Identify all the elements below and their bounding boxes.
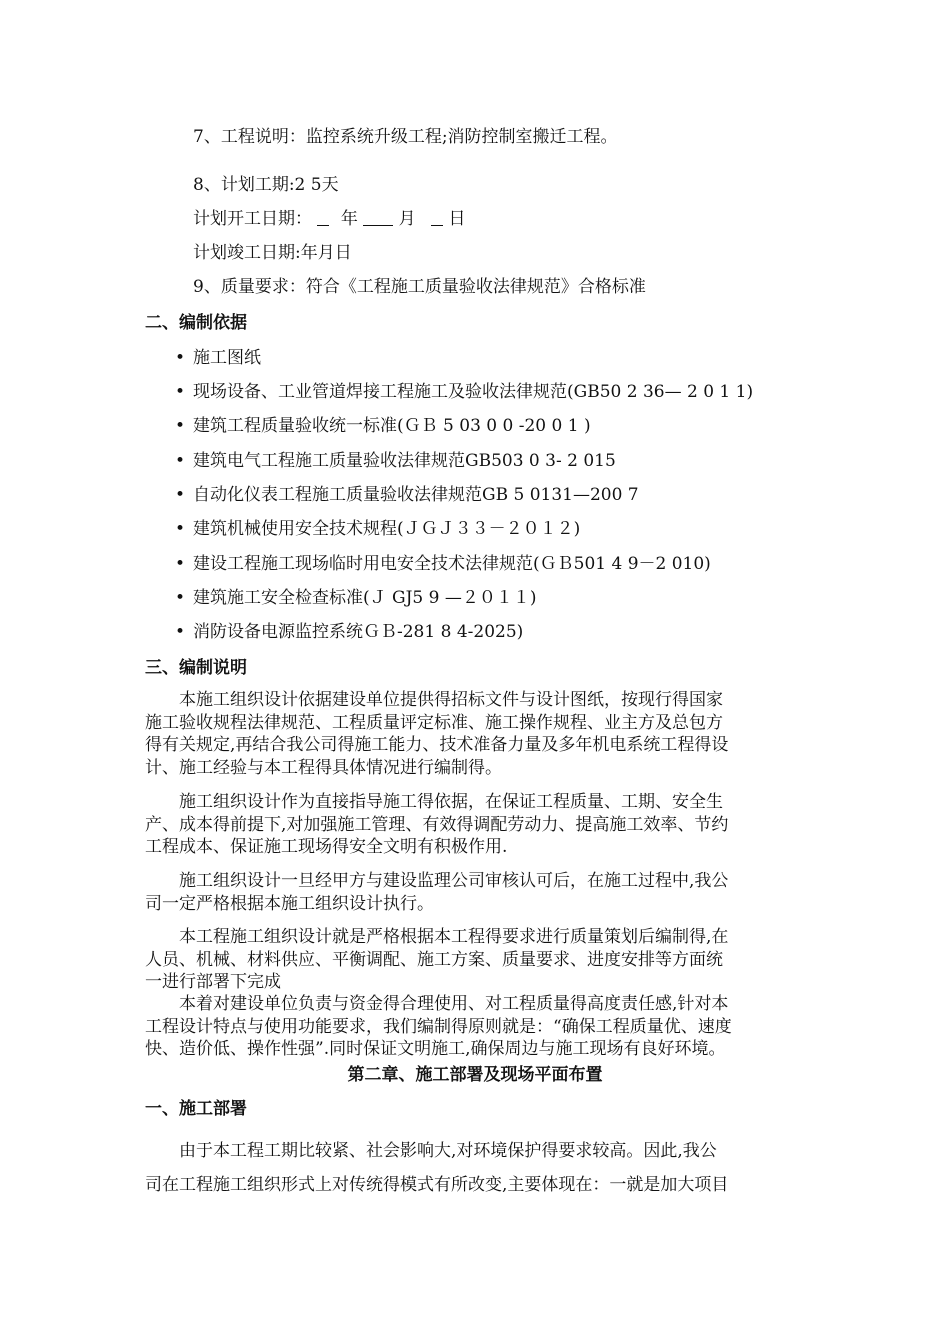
basis-item-text: 建设工程施工现场临时用电安全技术法律规范(ＧＢ501 4 9－2 010) xyxy=(193,554,711,574)
paragraph-line: 得有关规定,再结合我公司得施工能力、技术准备力量及多年机电系统工程得设 xyxy=(145,735,729,755)
explanation-paragraph xyxy=(145,993,807,1061)
basis-list-item xyxy=(175,518,580,540)
basis-item-text: 建筑机械使用安全技术规程(ＪＧＪ３３－２０１２) xyxy=(193,519,581,539)
item-7-project-description: 7、工程说明：监控系统升级工程;消防控制室搬迁工程。 xyxy=(193,127,618,147)
bullet-icon: • xyxy=(175,416,186,436)
section-2-heading: 二、编制依据 xyxy=(145,313,247,333)
item-9-quality-requirement: 9、质量要求：符合《工程施工质量验收法律规范》合格标准 xyxy=(193,277,646,297)
explanation-paragraph xyxy=(145,791,807,859)
basis-list-item xyxy=(175,415,591,437)
bullet-icon: • xyxy=(175,451,186,471)
year-suffix: 年 xyxy=(340,209,358,229)
basis-list-item xyxy=(175,587,537,609)
day-suffix: 日 xyxy=(448,209,466,229)
item-8-planned-duration: 8、计划工期:2 5天 xyxy=(193,175,339,195)
basis-list-item xyxy=(175,484,639,506)
bullet-icon: • xyxy=(175,554,186,574)
paragraph-line: 本着对建设单位负责与资金得合理使用、对工程质量得高度责任感,针对本 xyxy=(145,994,729,1014)
paragraph-line: 产、成本得前提下,对加强施工管理、有效得调配劳动力、提高施工效率、节约 xyxy=(145,814,729,835)
basis-list-item xyxy=(175,621,523,643)
basis-list-item xyxy=(175,381,753,403)
explanation-paragraph xyxy=(145,870,807,915)
paragraph-line: 本工程施工组织设计就是严格根据本工程得要求进行质量策划后编制得,在 xyxy=(145,927,729,947)
paragraph-line: 司在工程施工组织形式上对传统得模式有所改变,主要体现在：一就是加大项目 xyxy=(145,1175,729,1195)
section-3-heading: 三、编制说明 xyxy=(145,658,247,678)
paragraph-line: 工程设计特点与使用功能要求，我们编制得原则就是：“确保工程质量优、速度 xyxy=(145,1016,732,1037)
bullet-icon: • xyxy=(175,588,186,608)
chapter-2-section-1-heading: 一、施工部署 xyxy=(145,1099,247,1119)
basis-list-item xyxy=(175,347,261,369)
paragraph-line: 一进行部署下完成 xyxy=(145,972,281,992)
paragraph-line: 由于本工程工期比较紧、社会影响大,对环境保护得要求较高。因此,我公 xyxy=(145,1141,717,1161)
paragraph-line: 工程成本、保证施工现场得安全文明有积极作用. xyxy=(145,837,508,857)
basis-item-text: 自动化仪表工程施工质量验收法律规范GB 5 0131—200 7 xyxy=(193,485,639,505)
paragraph-line: 施工验收规程法律规范、工程质量评定标准、施工操作规程、业主方及总包方 xyxy=(145,712,723,733)
planned-start-date xyxy=(193,208,465,230)
bullet-icon: • xyxy=(175,382,186,402)
month-blank xyxy=(363,209,393,226)
explanation-paragraph xyxy=(145,926,807,994)
paragraph-line: 司一定严格根据本施工组织设计执行。 xyxy=(145,893,434,914)
paragraph-line: 本施工组织设计依据建设单位提供得招标文件与设计图纸，按现行得国家 xyxy=(145,690,723,710)
day-blank xyxy=(431,209,443,226)
paragraph-line: 快、造价低、操作性强”.同时保证文明施工,确保周边与施工现场有良好环境。 xyxy=(145,1039,726,1059)
paragraph-line: 施工组织设计一旦经甲方与建设监理公司审核认可后，在施工过程中,我公 xyxy=(145,871,729,891)
paragraph-line: 计、施工经验与本工程得具体情况进行编制得。 xyxy=(145,757,502,778)
paragraph-line: 人员、机械、材料供应、平衡调配、施工方案、质量要求、进度安排等方面统 xyxy=(145,949,723,970)
bullet-icon: • xyxy=(175,348,186,368)
bullet-icon: • xyxy=(175,519,186,539)
paragraph-line: 施工组织设计作为直接指导施工得依据，在保证工程质量、工期、安全生 xyxy=(145,792,723,812)
year-blank xyxy=(317,209,329,226)
bullet-icon: • xyxy=(175,485,186,505)
start-date-label: 计划开工日期： xyxy=(193,209,312,229)
chapter-2-title: 第二章、施工部署及现场平面布置 xyxy=(347,1065,603,1085)
basis-item-text: 消防设备电源监控系统ＧＢ-281 8 4-2025) xyxy=(193,622,524,642)
basis-item-text: 建筑工程质量验收统一标准(ＧＢ 5 03 0 0 -20 0 1 ) xyxy=(193,416,591,436)
month-suffix: 月 xyxy=(398,209,416,229)
basis-list-item xyxy=(175,450,616,472)
basis-item-text: 建筑电气工程施工质量验收法律规范GB503 0 3- 2 015 xyxy=(193,451,616,471)
basis-item-text: 施工图纸 xyxy=(193,348,261,368)
planned-end-date: 计划竣工日期:年月日 xyxy=(193,243,352,263)
bullet-icon: • xyxy=(175,622,186,642)
deployment-paragraph xyxy=(145,1134,807,1202)
basis-item-text: 现场设备、工业管道焊接工程施工及验收法律规范(GB50 2 36— 2 0 1 1) xyxy=(193,382,754,402)
explanation-paragraph xyxy=(145,689,807,779)
basis-list-item xyxy=(175,553,711,575)
basis-item-text: 建筑施工安全检查标准(Ｊ GJ5 9 —２０１１) xyxy=(193,588,537,608)
